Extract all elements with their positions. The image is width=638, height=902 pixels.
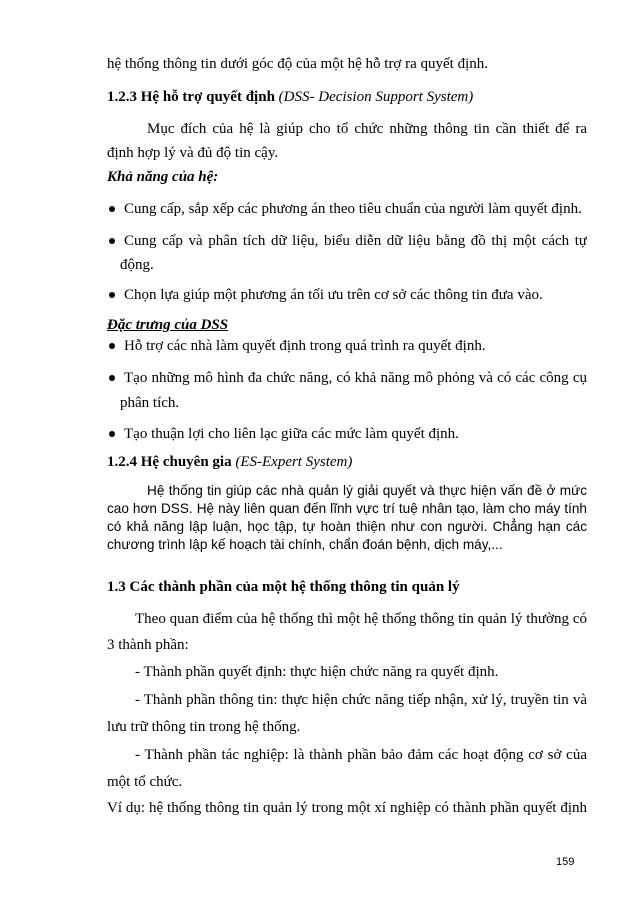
bullet-icon: [109, 206, 115, 212]
paragraph-line: 3 thành phần:: [107, 637, 189, 653]
heading-english: (ES-Expert System): [235, 454, 353, 470]
paragraph-line: Mục đích của hệ là giúp cho tổ chức những thông tin cần thiết để ra: [147, 121, 587, 137]
bullet-icon: [109, 375, 115, 381]
heading-text: 1.2.3 Hệ hỗ trợ quyết định: [107, 89, 275, 105]
paragraph-line: cao hơn DSS. Hệ này liên quan đến lĩnh vực trí tuệ nhân tạo, làm cho máy tính: [107, 501, 587, 516]
heading-text: 1.2.4 Hệ chuyên gia: [107, 454, 232, 470]
bullet-icon: [109, 292, 115, 298]
list-item: Tạo những mô hình đa chức năng, có khả năng mô phỏng và có các công cụ: [124, 370, 587, 386]
component-item: - Thành phần quyết định: thực hiện chức năng ra quyết định.: [135, 664, 499, 680]
list-item: Cung cấp và phân tích dữ liệu, biểu diễn dữ liệu bằng đồ thị một cách tự: [124, 233, 587, 249]
component-item-continuation: lưu trữ thông tin trong hệ thống.: [107, 719, 301, 735]
features-heading: Đặc trưng của DSS: [107, 317, 229, 333]
page-number: 159: [556, 856, 575, 868]
section-heading-1-2-3: [107, 88, 587, 106]
capabilities-heading: Khả năng của hệ:: [107, 169, 219, 185]
list-item: Hỗ trợ các nhà làm quyết định trong quá trình ra quyết định.: [124, 338, 486, 354]
component-item: - Thành phần tác nghiệp: là thành phần bảo đảm các hoạt động cơ sở của: [135, 747, 587, 763]
component-item: - Thành phần thông tin: thực hiện chức năng tiếp nhận, xử lý, truyền tin và: [135, 692, 587, 708]
list-item: Tạo thuận lợi cho liên lạc giữa các mức làm quyết định.: [124, 426, 459, 442]
paragraph-line: có khả năng lập luận, học tập, tự hoàn thiện như con người. Chẳng hạn các: [107, 519, 587, 534]
paragraph-line: Ví dụ: hệ thống thông tin quản lý trong một xí nghiệp có thành phần quyết định: [107, 800, 587, 816]
section-heading-1-3: 1.3 Các thành phần của một hệ thống thông tin quản lý: [107, 579, 460, 595]
paragraph-line: Hệ thống tin giúp các nhà quản lý giải quyết và thực hiện vấn đề ở mức: [147, 483, 587, 498]
section-heading-1-2-4: [107, 453, 587, 471]
paragraph-line: Theo quan điểm của hệ thống thì một hệ thống thông tin quản lý thường có: [135, 611, 587, 627]
list-item-continuation: động.: [120, 257, 154, 273]
paragraph-line: định hợp lý và đủ độ tin cậy.: [107, 145, 279, 161]
component-item-continuation: một tổ chức.: [107, 774, 183, 790]
heading-english: (DSS- Decision Support System): [278, 89, 474, 105]
bullet-icon: [109, 238, 115, 244]
list-item-continuation: phân tích.: [120, 395, 180, 411]
paragraph-line: chương trình lập kế hoạch tài chính, chẩn đoán bệnh, dịch máy,...: [107, 537, 503, 552]
bullet-icon: [109, 431, 115, 437]
bullet-icon: [109, 343, 115, 349]
list-item: Cung cấp, sắp xếp các phương án theo tiêu chuẩn của người làm quyết định.: [124, 201, 582, 217]
text-line: hệ thống thông tin dưới góc độ của một hệ hỗ trợ ra quyết định.: [107, 56, 489, 72]
list-item: Chọn lựa giúp một phương án tối ưu trên cơ sở các thông tin đưa vào.: [124, 287, 543, 303]
